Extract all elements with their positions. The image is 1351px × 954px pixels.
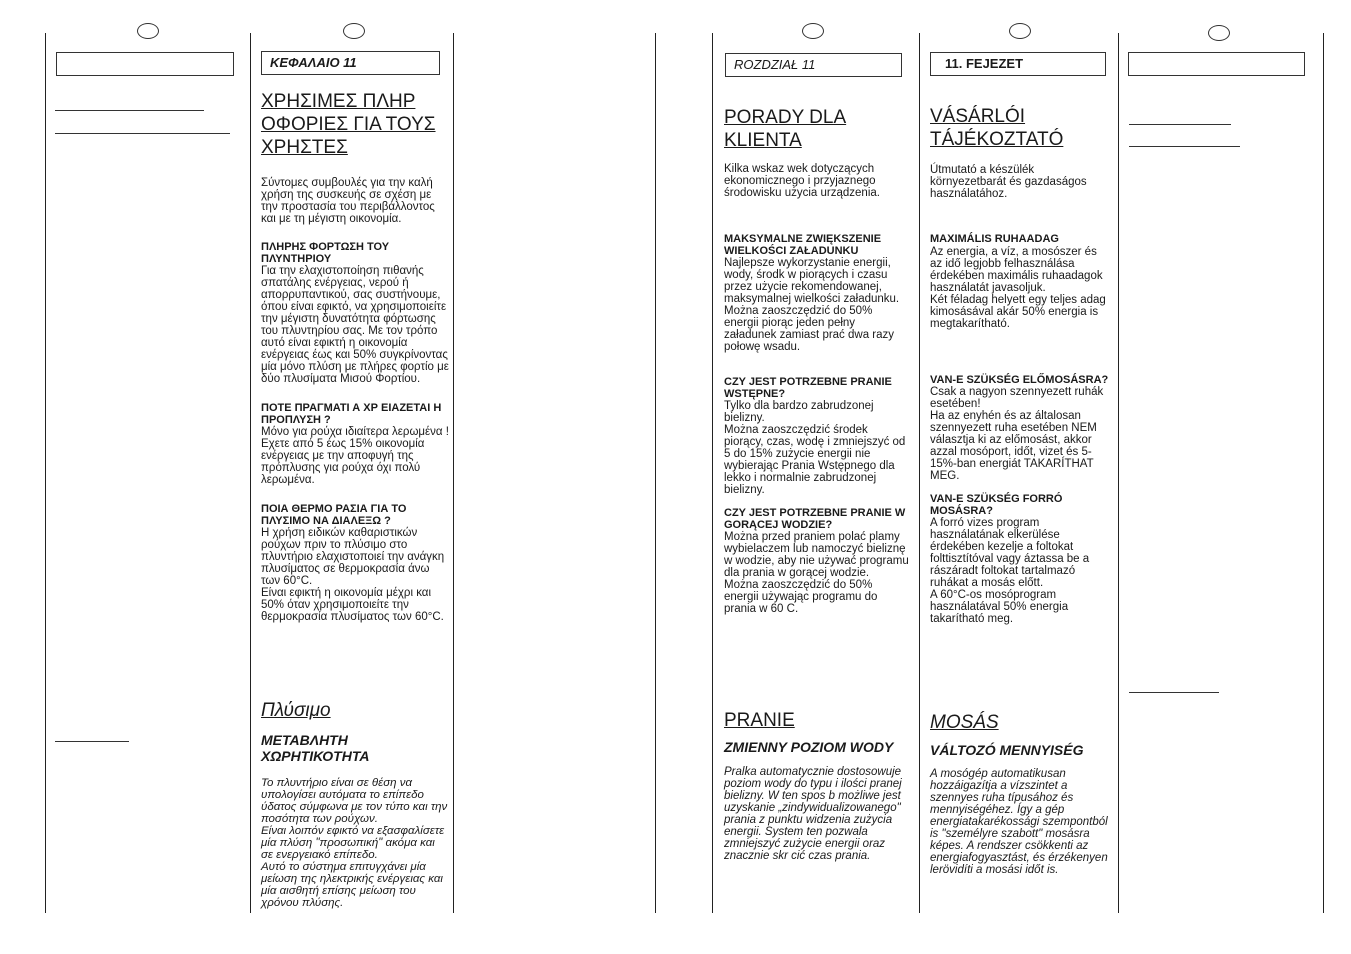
section-heading: VAN-E SZÜKSÉG ELŐMOSÁSRA? xyxy=(930,373,1109,386)
section-body: Για την ελαχιστοποίηση πιθανής σπατάλης ενέργειας, νερού ή απορρυπαντικού, σας συστήνουμε, όπου είναι εφικτό, να χρησιμοποιείτε την μέγιστη δυνατότητα φόρτωσης του πλυντηρίου σας. Με τον τρόπο αυτό είναι εφικτή η οικονομία ενέργειας έως και 50% συγκρίνοντας μία μόνο πλύση με πλήρες φορτίο με δύο πλυσίματα Μισού Φορτίου. xyxy=(261,265,449,385)
greek-top-content xyxy=(261,90,449,623)
section-body: Najlepsze wykorzystanie energii, wody, środk w piorących i czasu przez użycie rekomendowanej, maksymalnej wielkości załadunku. Można zaoszczędzić do 50% energii piorąc jeden pełny załadunek zamiast prać dwa razy połowę wsadu. xyxy=(724,257,900,353)
column-divider xyxy=(919,33,920,913)
page-title: ΧΡΗΣΙΜΕΣ ΠΛΗΡ ΟΦΟΡΙΕΣ ΓΙΑ ΤΟΥΣ ΧΡΗΣΤΕΣ xyxy=(261,91,436,158)
section-placeholder-line xyxy=(1129,692,1219,693)
section-body: Μόνο για ρούχα ιδιαίτερα λερωμένα ! Εχετε από 5 έως 15% οικονομία ενέργειας με την αποφυγή της πρόπλυσης για ρούχα όχι πολύ λερωμένα. xyxy=(261,426,449,486)
variable-amount-heading: VÁLTOZÓ MENNYISÉG xyxy=(930,742,1084,758)
section-heading: CZY JEST POTRZEBNE PRANIE W GORĄCEJ WODZIE? xyxy=(724,507,906,531)
section-hot-wash xyxy=(930,494,1112,625)
chapter-box-empty xyxy=(1128,52,1305,76)
chapter-box-hungarian: 11. FEJEZET xyxy=(930,52,1106,76)
section-placeholder-line xyxy=(55,741,129,742)
column-divider xyxy=(45,33,46,913)
section-prewash xyxy=(930,375,1112,483)
section-heading: VAN-E SZÜKSÉG FORRÓ MOSÁSRA? xyxy=(930,493,1063,517)
section-heading: ΠΟΙΑ ΘΕΡΜΟ ΡΑΣΙΑ ΓΙΑ ΤΟ ΠΛΥΣΙΜΟ ΝΑ ΔΙΑΛΕΞΩ ? xyxy=(261,503,407,527)
title-placeholder-line xyxy=(55,133,230,134)
page-title: VÁSÁRLÓI TÁJÉKOZTATÓ xyxy=(930,106,1064,150)
title-placeholder-line xyxy=(1129,146,1240,147)
column-divider xyxy=(712,33,713,913)
section-heading: CZY JEST POTRZEBNE PRANIE WSTĘPNE? xyxy=(724,376,892,400)
title-placeholder-line xyxy=(1129,124,1231,125)
language-marker xyxy=(1009,23,1031,39)
variable-level-heading: ZMIENNY POZIOM WODY xyxy=(724,739,894,755)
section-prewash xyxy=(724,377,909,496)
section-body: A forró vizes program használatának elkerülése érdekében kezelje a foltokat folttisztítóval vagy áztassa be a rászáradt foltokat tartalmazó ruhákat a mosás előtt. A 60°C-os mosóprogram használatával 50% energia takarítható meg. xyxy=(930,517,1090,625)
section-max-load xyxy=(930,234,1112,330)
chapter-box-greek: ΚΕΦΑΛΑΙΟ 11 xyxy=(261,51,440,75)
section-heading: ΠΛΗΡΗΣ ΦΟΡΤΩΣΗ ΤΟΥ ΠΛΥΝΤΗΡΙΟΥ xyxy=(261,241,390,265)
section-prewash xyxy=(261,403,449,486)
intro-text: Kilka wskaz wek dotyczących ekonomicznego i przyjaznego środowisku użycia urządzenia. xyxy=(724,163,880,199)
hungarian-top-content xyxy=(930,105,1112,625)
column-divider xyxy=(250,33,251,913)
column-divider xyxy=(453,33,454,913)
section-max-load xyxy=(724,234,909,353)
section-heading: MAXIMÁLIS RUHAADAG xyxy=(930,233,1059,245)
page-title: PORADY DLA KLIENTA xyxy=(724,107,847,151)
washing-title: MOSÁS xyxy=(930,712,999,733)
language-marker xyxy=(802,23,824,39)
section-body: Csak a nagyon szennyezett ruhák esetében! Ha az enyhén és az általosan szennyezett ruha esetében NEM választja ki az előmosást, akkor azzal mosóport, időt, vizet és 5-15%-ban energiát TAKARÍTHAT MEG. xyxy=(930,386,1104,482)
title-placeholder-line xyxy=(55,110,204,111)
section-body: Az energia, a víz, a mosószer és az idő legjobb felhasználása érdekében maximális ruhaadagok használatát javasoljuk. Két féladag helyett egy teljes adag kimosásával akár 50% energia is megtakarítható. xyxy=(930,245,1106,330)
washing-title: Πλύσιμο xyxy=(261,700,331,721)
column-divider xyxy=(655,33,656,913)
chapter-box-polish: ROZDZIAŁ 11 xyxy=(725,53,902,77)
section-heading: MAKSYMALNE ZWIĘKSZENIE WIELKOŚCI ZAŁADUNKU xyxy=(724,233,882,257)
section-body: Można przed praniem polać plamy wybielaczem lub namoczyć bieliznę w wodzie, aby nie używać programu dla prania w gorącej wodzie. Można zaoszczędzić do 50% energii używając programu do prania w 60 C. xyxy=(724,531,909,615)
column-divider xyxy=(1118,33,1119,913)
language-marker xyxy=(137,23,159,39)
variable-amount-text: A mosógép automatikusan hozzáigazítja a vízszintet a szennyes ruha típusához és mennyiségéhez. Így a gép energiatakarékossági szempontból is "személyre szabott" mosásra képes. A rendszer csökkenti az energiafogyasztást, és érzékenyen lerövidíti a mosási időt is. xyxy=(930,768,1108,876)
column-divider xyxy=(1323,33,1324,913)
section-body: Tylko dla bardzo zabrudzonej bielizny. Można zaoszczędzić środek piorący, czas, wodę i zmniejszyć od 5 do 15% zużycie energii nie wybierając Prania Wstępnego dla lekko i normalnie zabrudzonej bielizny. xyxy=(724,400,906,496)
section-body: Η χρήση ειδικών καθαριστικών ρούχων πριν το πλύσιμο στο πλυντήριο ελαχιστοποιεί την ανάγκη πλυσίματος σε θερμοκρασία άνω των 60°C. Είναι εφικτή η οικονομία μέχρι και 50% όταν χρησιμοποιείτε την θερμοκρασία πλυσίματος των 60°C. xyxy=(261,527,445,623)
variable-level-text: Pralka automatycznie dostosowuje poziom wody do typu i ilości pranej bielizny. W ten spos b możliwe jest uzyskanie „zindywidualizowanego" prania z punktu widzenia zużycia energii. System ten pozwala zmniejszyć zużycie energii oraz znacznie skr cić czas prania. xyxy=(724,766,902,862)
section-temperature xyxy=(261,504,449,623)
language-marker xyxy=(343,23,365,39)
section-hot-wash xyxy=(724,508,909,615)
polish-top-content xyxy=(724,106,909,615)
chapter-box-empty xyxy=(56,52,234,76)
variable-load-text: Το πλυντήριο είναι σε θέση να υπολογίσει αυτόματα το επίπεδο ύδατος σύμφωνα με τον τύπο και την ποσότητα των ρούχων. Είναι λοιπόν εφικτό να εξασφαλίσετε μία πλύση "προσωπική" ακόμα και σε ενεργειακό επίπεδο. Αυτό το σύστημα επιτυγχάνει μία μείωση της ηλεκτρικής ενέργειας και μία αισθητή επίσης μείωση του χρόνου πλύσης. xyxy=(261,777,448,909)
language-marker xyxy=(1208,25,1230,41)
intro-text: Σύντομες συμβουλές για την καλή χρήση της συσκευής σε σχέση με την προστασία του περιβάλλοντος και με τη μέγιστη οικονομία. xyxy=(261,177,435,225)
variable-load-heading: ΜΕΤΑΒΛΗΤΗ ΧΩΡΗΤΙΚΟΤΗΤΑ xyxy=(261,732,370,764)
section-full-load xyxy=(261,242,449,385)
intro-text: Útmutató a készülék környezetbarát és gazdaságos használatához. xyxy=(930,164,1087,200)
washing-title: PRANIE xyxy=(724,710,795,731)
section-heading: ΠΟΤΕ ΠΡΑΓΜΑΤΙ Α ΧΡ ΕΙΑΖΕΤΑΙ Η ΠΡΟΠΛΥΣΗ ? xyxy=(261,402,442,426)
